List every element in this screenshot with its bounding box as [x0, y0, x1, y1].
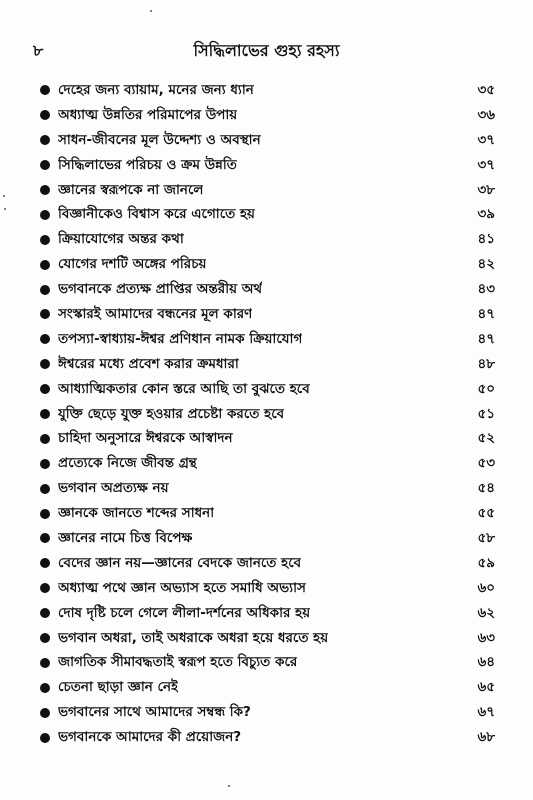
toc-entry-title: দেহের জন্য ব্যায়াম, মনের জন্য ধ্যান — [58, 81, 254, 98]
toc-entry — [0, 252, 533, 277]
toc-entry-page: ৫৩ — [477, 455, 495, 472]
toc-entry-page: ৩৬ — [477, 106, 495, 123]
toc-entry — [0, 402, 533, 427]
bullet-icon — [40, 384, 50, 394]
toc-entry-title: জ্ঞানের স্বরূপকে না জানলে — [58, 181, 204, 198]
toc-entry-title: জ্ঞানকে জানতে শব্দের সাধনা — [58, 505, 215, 522]
toc-entry-title: জ্ঞানের নামে চিত্ত বিপেক্ষ — [58, 529, 193, 546]
bullet-icon — [40, 484, 50, 494]
toc-entry-title: চাহিদা অনুসারে ঈশ্বরকে আস্বাদন — [58, 430, 233, 447]
toc-entry — [0, 103, 533, 128]
page-speck — [228, 785, 230, 787]
bullet-icon — [40, 135, 50, 145]
toc-entry-title: দোষ দৃষ্টি চলে গেলে লীলা-দর্শনের অধিকার হয় — [58, 604, 311, 621]
bullet-icon — [40, 235, 50, 245]
toc-entry-title: অধ্যাত্ম উন্নতির পরিমাপের উপায় — [58, 106, 238, 123]
toc-entry — [0, 700, 533, 725]
toc-entry — [0, 78, 533, 103]
toc-entry-page: ৪৭ — [477, 330, 495, 347]
toc-entry-title: ঈশ্বরের মধ্যে প্রবেশ করার ক্রমধারা — [58, 355, 239, 372]
bullet-icon — [40, 160, 50, 170]
toc-entry-page: ৫৫ — [477, 505, 495, 522]
toc-entry-title: জাগতিক সীমাবদ্ধতাই স্বরূপ হতে বিচ্যুত করে — [58, 654, 298, 671]
bullet-icon — [40, 285, 50, 295]
toc-entry-title: ভগবান অধরা, তাই অধরাকে অধরা হয়ে ধরতে হয় — [58, 629, 329, 646]
toc-entry — [0, 227, 533, 252]
bullet-icon — [40, 533, 50, 543]
toc-entry — [0, 426, 533, 451]
toc-entry-title: ক্রিয়াযোগের অন্তর কথা — [58, 231, 184, 248]
toc-entry-page: ৪১ — [477, 231, 495, 248]
table-of-contents — [0, 78, 533, 750]
toc-entry-title: বিজ্ঞানীকেও বিশ্বাস করে এগোতে হয় — [58, 206, 256, 223]
toc-entry-page: ৬৭ — [477, 704, 495, 721]
toc-entry — [0, 178, 533, 203]
toc-entry-title: ভগবানকে আমাদের কী প্রয়োজন? — [58, 729, 242, 746]
toc-entry — [0, 277, 533, 302]
toc-entry-page: ৩৮ — [477, 181, 495, 198]
bullet-icon — [40, 359, 50, 369]
toc-entry-page: ৫৯ — [477, 554, 495, 571]
toc-entry-title: সংস্কারই আমাদের বন্ধনের মূল কারণ — [58, 305, 253, 322]
toc-entry — [0, 377, 533, 402]
toc-entry-page: ৪৩ — [477, 281, 495, 298]
toc-entry-page: ৩৭ — [477, 131, 495, 148]
toc-entry-title: অধ্যাত্ম পথে জ্ঞান অভ্যাস হতে সমাধি অভ্যাস — [58, 579, 306, 596]
bullet-icon — [40, 309, 50, 319]
bullet-icon — [40, 409, 50, 419]
toc-entry-page: ৬৩ — [477, 629, 495, 646]
toc-entry-page: ৫১ — [477, 405, 495, 422]
toc-entry-title: তপস্যা-স্বাধ্যায়-ঈশ্বর প্রণিধান নামক ক্রিয়াযোগ — [58, 330, 303, 347]
page-header — [0, 38, 533, 62]
toc-entry-page: ৬০ — [477, 579, 495, 596]
toc-entry-page: ৫২ — [477, 430, 495, 447]
toc-entry — [0, 327, 533, 352]
bullet-icon — [40, 334, 50, 344]
toc-entry — [0, 501, 533, 526]
bullet-icon — [40, 85, 50, 95]
toc-entry — [0, 675, 533, 700]
toc-entry — [0, 725, 533, 750]
toc-entry — [0, 576, 533, 601]
bullet-icon — [40, 583, 50, 593]
toc-entry-title: বেদের জ্ঞান নয়—জ্ঞানের বেদকে জানতে হবে — [58, 554, 302, 571]
bullet-icon — [40, 558, 50, 568]
bullet-icon — [40, 210, 50, 220]
toc-entry-page: ৬৪ — [477, 654, 495, 671]
bullet-icon — [40, 185, 50, 195]
toc-entry-page: ৫৪ — [477, 480, 495, 497]
bullet-icon — [40, 633, 50, 643]
toc-entry-title: যুক্তি ছেড়ে যুক্ত হওয়ার প্রচেষ্টা করতে হবে — [58, 405, 285, 422]
bullet-icon — [40, 509, 50, 519]
toc-entry — [0, 352, 533, 377]
toc-entry-title: প্রত্যেকে নিজে জীবন্ত গ্রন্থ — [58, 455, 197, 472]
bullet-icon — [40, 459, 50, 469]
toc-entry-page: ৩৫ — [477, 81, 495, 98]
toc-entry — [0, 626, 533, 651]
bullet-icon — [40, 658, 50, 668]
toc-entry — [0, 551, 533, 576]
page-number: ৮ — [33, 41, 44, 60]
bullet-icon — [40, 683, 50, 693]
toc-entry-page: ৩৯ — [477, 206, 495, 223]
toc-entry-title: আধ্যাত্মিকতার কোন স্তরে আছি তা বুঝতে হবে — [58, 380, 310, 397]
toc-entry — [0, 451, 533, 476]
toc-entry-page: ৫০ — [477, 380, 495, 397]
toc-entry-title: সাধন-জীবনের মূল উদ্দেশ্য ও অবস্থান — [58, 131, 261, 148]
toc-entry — [0, 302, 533, 327]
toc-entry-title: ভগবান অপ্রত্যক্ষ নয় — [58, 480, 169, 497]
bullet-icon — [40, 110, 50, 120]
toc-entry — [0, 128, 533, 153]
page-title: সিদ্ধিলাভের গুহ্য রহস্য — [193, 41, 340, 60]
toc-entry — [0, 153, 533, 178]
toc-entry-page: ৪৮ — [477, 355, 495, 372]
page-speck — [150, 10, 152, 12]
toc-entry — [0, 650, 533, 675]
toc-entry-title: চেতনা ছাড়া জ্ঞান নেই — [58, 679, 179, 696]
toc-entry-title: যোগের দশটি অঙ্গের পরিচয় — [58, 256, 207, 273]
toc-entry — [0, 476, 533, 501]
toc-entry — [0, 601, 533, 626]
bullet-icon — [40, 434, 50, 444]
bullet-icon — [40, 733, 50, 743]
toc-entry-title: ভগবানের সাথে আমাদের সম্বন্ধ কি? — [58, 704, 251, 721]
bullet-icon — [40, 708, 50, 718]
toc-entry-page: ৬২ — [477, 604, 495, 621]
toc-entry-page: ৪৭ — [477, 305, 495, 322]
bullet-icon — [40, 608, 50, 618]
toc-entry — [0, 202, 533, 227]
toc-entry-page: ৬৮ — [477, 729, 495, 746]
toc-entry-page: ৩৭ — [477, 156, 495, 173]
toc-entry — [0, 526, 533, 551]
toc-entry-page: ৫৮ — [477, 529, 495, 546]
toc-entry-title: সিদ্ধিলাভের পরিচয় ও ক্রম উন্নতি — [58, 156, 237, 173]
toc-entry-page: ৬৫ — [477, 679, 495, 696]
bullet-icon — [40, 260, 50, 270]
toc-entry-title: ভগবানকে প্রত্যক্ষ প্রাপ্তির অন্তরীয় অর্থ — [58, 281, 263, 298]
toc-entry-page: ৪২ — [477, 256, 495, 273]
